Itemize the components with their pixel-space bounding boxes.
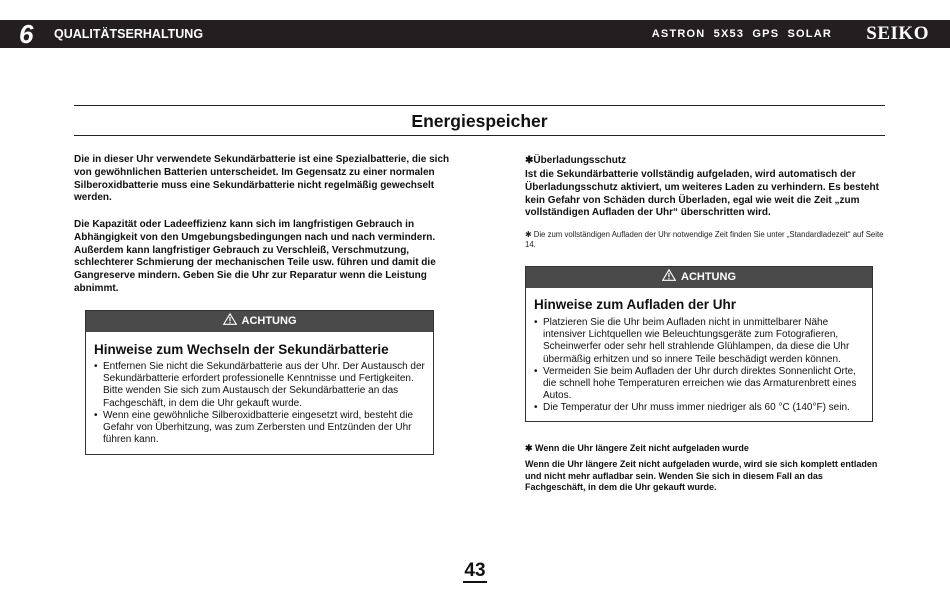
page-title: Energiespeicher: [411, 111, 548, 131]
caution-label: ACHTUNG: [241, 315, 297, 327]
warning-triangle-icon: [223, 313, 237, 325]
caution-list: [526, 317, 872, 415]
caution-item: • Platzieren Sie die Uhr beim Aufladen nicht in unmittelbarer Nähe intensiver Lichtquellen wie Beleuchtungsgeräte zum Fotografieren, Scheinwerfer oder sehr hell strahlende Glühlampen, da diese die Uhr übermäßig erhitzen und so innere Teile beschädigt werden können.: [534, 317, 865, 366]
uncharged-heading: ✱ Wenn die Uhr längere Zeit nicht aufgeladen wurde: [525, 443, 749, 453]
caution-item: • Entfernen Sie nicht die Sekundärbatterie aus der Uhr. Der Austausch der Sekundärbatterie erfordert professionelle Kenntnisse und Fertigkeiten. Bitte wenden Sie sich zum Austausch der Sekundärbatterie an das Fachgeschäft, in dem die Uhr gekauft wurde.: [94, 361, 426, 410]
caution-title: Hinweise zum Aufladen der Uhr: [534, 297, 737, 312]
caution-box-battery: [85, 310, 434, 455]
page-number: [0, 560, 950, 583]
caution-header: [86, 311, 433, 332]
caution-item: • Die Temperatur der Uhr muss immer niedriger als 60 °C (140°F) sein.: [534, 402, 865, 414]
title-rule-bottom: [74, 135, 885, 136]
overcharge-text: Ist die Sekundärbatterie vollständig aufgeladen, wird automatisch der Überladungsschutz aktiviert, um weiteres Laden zu verhindern. Es besteht kein Gefahr von Schäden durch Überladen, egal wie weit die Zeit „zum vollständigen Aufladen der Uhr“ überschritten wird.: [525, 169, 879, 219]
caution-list: [86, 361, 433, 446]
caution-item: • Vermeiden Sie beim Aufladen der Uhr durch direktes Sonnenlicht Orte, die schnell hohe Temperaturen erreichen wie das Armaturenbrett eines Autos.: [534, 366, 865, 403]
chapter-number: 6: [19, 19, 34, 49]
brand-logo: SEIKO: [866, 23, 929, 44]
chapter-title: QUALITÄTSERHALTUNG: [54, 27, 204, 41]
caution-header: [526, 267, 872, 288]
intro-paragraph: Die in dieser Uhr verwendete Sekundärbatterie ist eine Spezialbatterie, die sich von gewöhnlichen Batterien unterscheidet. Im Gegensatz zu einer normalen Silberoxidbatterie muss eine Sekundärbatterie nicht regelmäßig gewechselt werden.: [74, 154, 450, 204]
model-name: ASTRON 5X53 GPS SOLAR: [651, 28, 832, 40]
warning-triangle-icon: [662, 269, 676, 281]
caution-item: • Wenn eine gewöhnliche Silberoxidbatterie eingesetzt wird, besteht die Gefahr von Überhitzung, was zum Zerbersten und Entzünden der Uhr führen kann.: [94, 410, 426, 447]
caution-box-charging: [525, 266, 873, 422]
caution-title: Hinweise zum Wechseln der Sekundärbatterie: [94, 342, 389, 357]
capacity-paragraph: Die Kapazität oder Ladeeffizienz kann sich im langfristigen Gebrauch in Abhängigkeit von den Umgebungsbedingungen nach und nach vermindern. Außerdem kann langfristiger Gebrauch zu Verschleiß, Verschmutzung, schlechterer Schmierung der mechanischen Teile usw. führen und damit die Gangreserve mindern. Geben Sie die Uhr zur Reparatur wenn die Leistung abnimmt.: [74, 219, 436, 294]
caution-label: ACHTUNG: [681, 271, 736, 283]
uncharged-text: Wenn die Uhr längere Zeit nicht aufgeladen wurde, wird sie sich komplett entladen und nicht mehr aufladbar sein. Wenden Sie sich in diesem Fall an das Fachgeschäft, in dem die Uhr gekauft wurde.: [525, 459, 878, 493]
footnote: ✱ Die zum vollständigen Aufladen der Uhr notwendige Zeit finden Sie unter „Standardladezeit“ auf Seite 14.: [525, 230, 884, 249]
page-number-text: 43: [464, 560, 486, 581]
overcharge-heading: ✱Überladungsschutz: [525, 155, 627, 166]
title-rule-top: [74, 105, 885, 106]
